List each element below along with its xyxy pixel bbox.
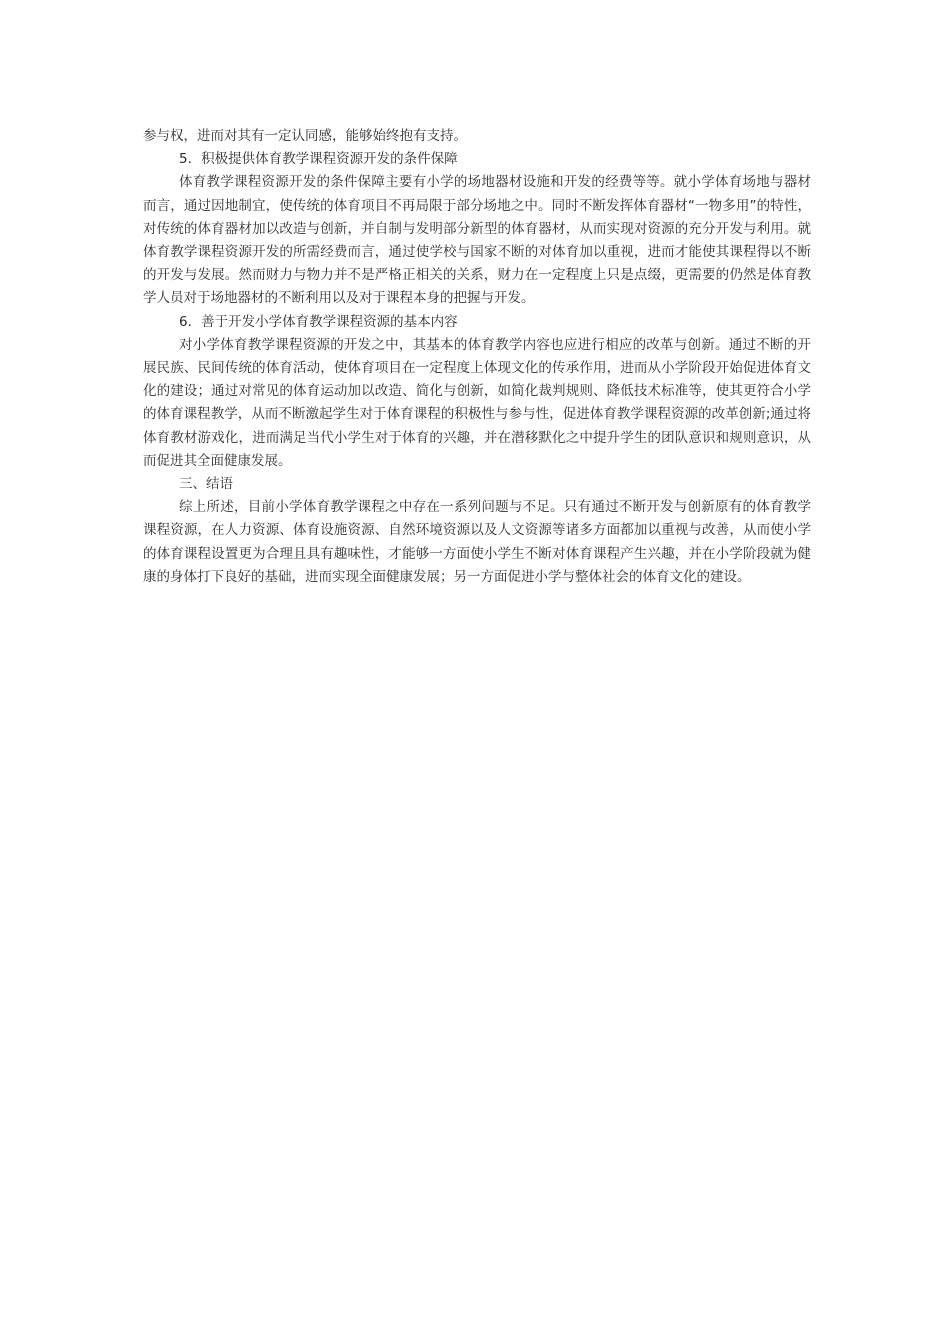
document-body bbox=[143, 125, 811, 589]
paragraph-continuation: 参与权，进而对其有一定认同感，能够始终抱有支持。 bbox=[143, 128, 467, 144]
section-heading-5: 5．积极提供体育教学课程资源开发的条件保障 bbox=[179, 151, 458, 168]
section-heading-6: 6．善于开发小学体育教学课程资源的基本内容 bbox=[179, 313, 458, 330]
paragraph-conclusion: 综上所述，目前小学体育教学课程之中存在一系列问题与不足。只有通过不断开发与创新原有的体育教学课程资源，在人力资源、体育设施资源、自然环境资源以及人文资源等诸多方面都加以重视与改善，从而使小学的体育课程设置更为合理且具有趣味性，才能够一方面使小学生不断对体育课程产生兴趣，并在小学阶段就为健康的身体打下良好的基础，进而实现全面健康发展；另一方面促进小学与整体社会的体育文化的建设。 bbox=[143, 499, 811, 585]
paragraph-basic-content: 对小学体育教学课程资源的开发之中，其基本的体育教学内容也应进行相应的改革与创新。通过不断的开展民族、民间传统的体育活动，使体育项目在一定程度上体现文化的传承作用，进而从小学阶段开始促进体育文化的建设；通过对常见的体育运动加以改造、简化与创新，如简化裁判规则、降低技术标准等，使其更符合小学的体育课程教学，从而不断激起学生对于体育课程的积极性与参与性，促进体育教学课程资源的改革创新;通过将体育教材游戏化，进而满足当代小学生对于体育的兴趣，并在潜移默化之中提升学生的团队意识和规则意识，从而促进其全面健康发展。 bbox=[143, 336, 811, 469]
paragraph-condition-guarantee: 体育教学课程资源开发的条件保障主要有小学的场地器材设施和开发的经费等等。就小学体育场地与器材而言，通过因地制宜，使传统的体育项目不再局限于部分场地之中。同时不断发挥体育器材“一物多用”的特性，对传统的体育器材加以改造与创新，并自制与发明部分新型的体育器材，从而实现对资源的充分开发与利用。就体育教学课程资源开发的所需经费而言，通过使学校与国家不断的对体育加以重视，进而才能使其课程得以不断的开发与发展。然而财力与物力并不是严格正相关的关系，财力在一定程度上只是点缀，更需要的仍然是体育教学人员对于场地器材的不断利用以及对于课程本身的把握与开发。 bbox=[143, 174, 811, 307]
conclusion-heading: 三、结语 bbox=[179, 476, 233, 493]
